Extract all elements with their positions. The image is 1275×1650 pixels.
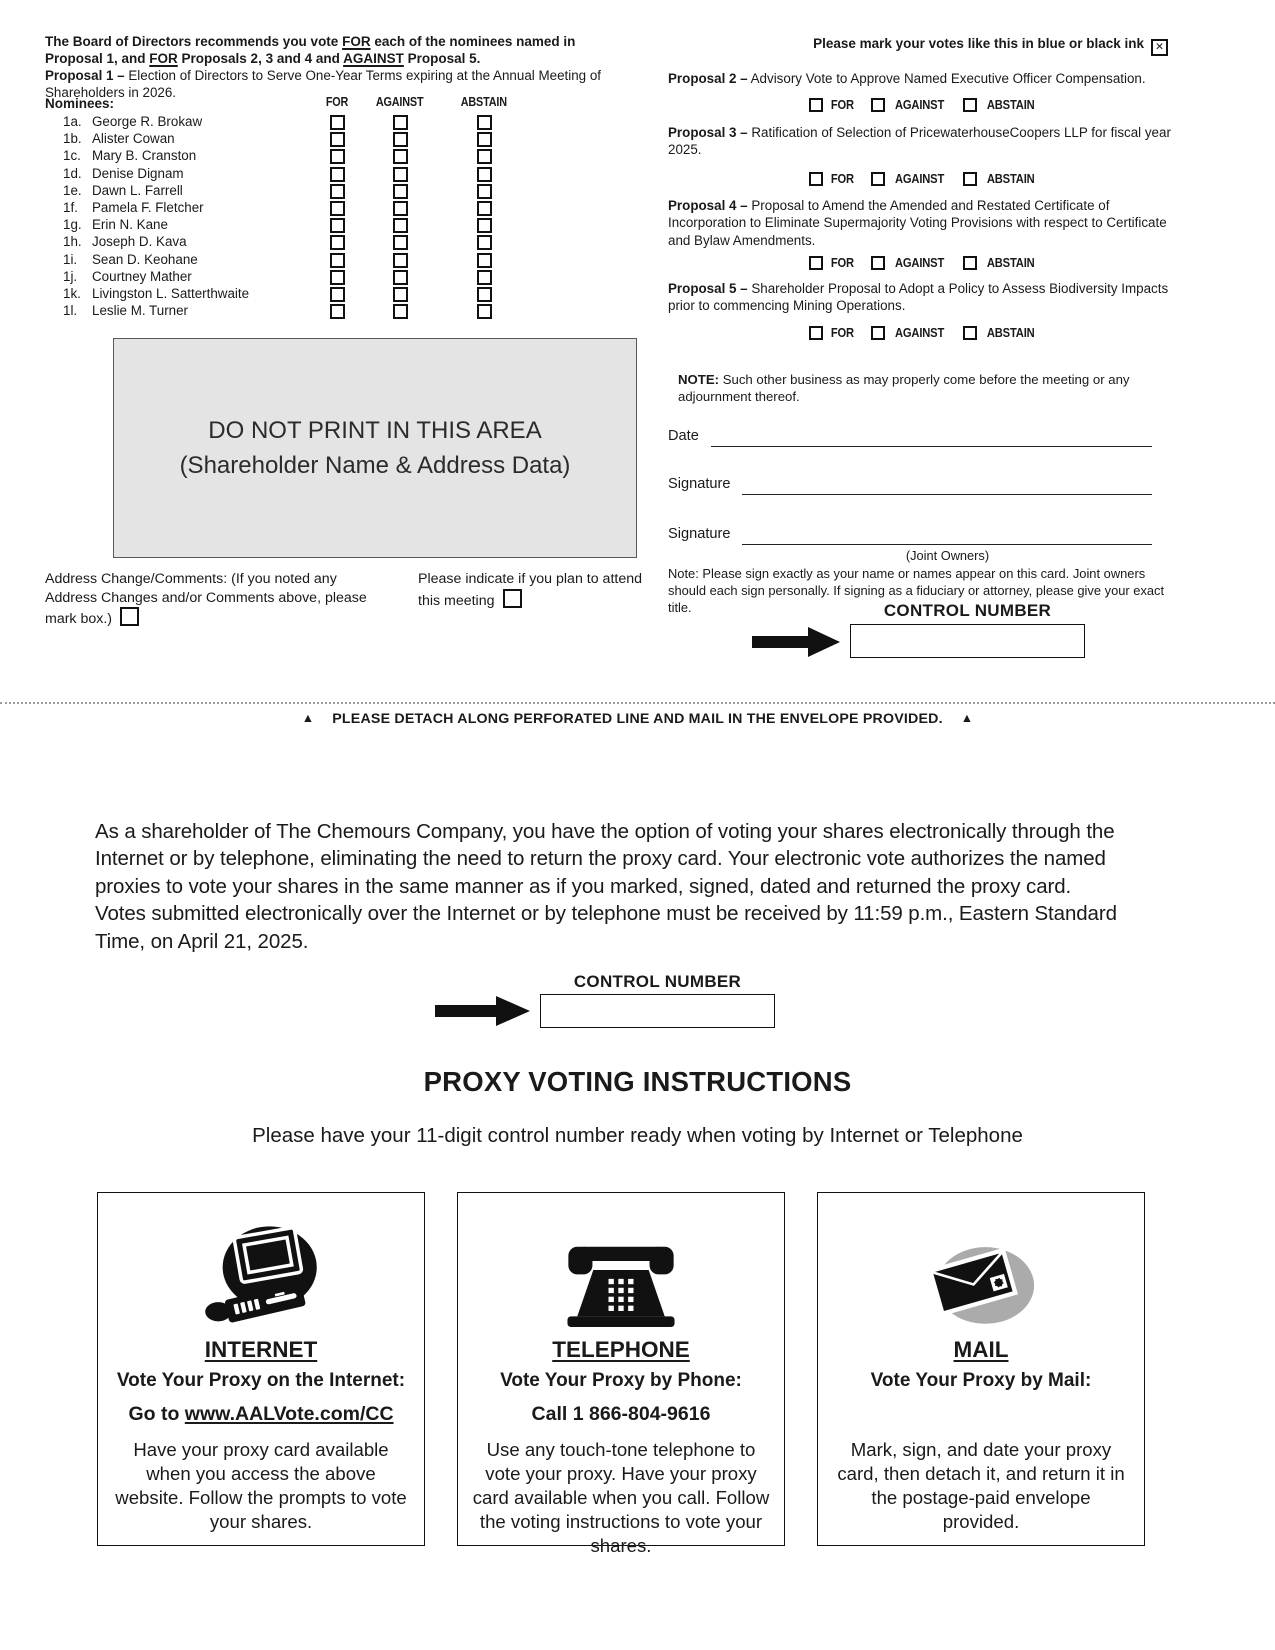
mail-subtitle: Vote Your Proxy by Mail: [870,1370,1092,1391]
sample-marked-checkbox: ✕ [1151,39,1168,56]
internet-method-box [97,1192,425,1546]
triangle-up-icon: ▲ [960,711,974,725]
proposal-2-vote-row: FOR AGAINST ABSTAIN [668,96,1180,113]
proposal-4-text: Proposal to Amend the Amended and Restated Certificate of Incorporation to Eliminate Supermajority Voting Provisions with respect to Certificate and Bylaw Amendments. [668,198,1167,248]
nominee-row [45,131,605,148]
vote-checkbox[interactable] [477,287,492,302]
vote-checkbox[interactable] [871,326,885,340]
electronic-voting-paragraph: As a shareholder of The Chemours Company, you have the option of voting your shares electronically through the Internet or by telephone, eliminating the need to return the proxy card. Your electronic vote authorizes the named proxies to vote your shares in the same manner as if you marked, signed, dated and returned the proxy card. Votes submitted electronically over the Internet or by telephone must be received by 11:59 p.m., Eastern Standard Time, on April 21, 2025. [95,819,1117,953]
proposal-2-label: Proposal 2 – [668,71,748,86]
mail-action-spacer [818,1403,1144,1430]
vote-checkbox[interactable] [809,256,823,270]
proposal-3-text: Ratification of Selection of PricewaterhouseCoopers LLP for fiscal year 2025. [668,125,1171,158]
signature-label: Signature [668,476,731,492]
internet-body: Have your proxy card available when you access the above website. Follow the prompts to vote your shares. [115,1439,407,1532]
nominee-name: Mary B. Cranston [92,148,197,164]
nominee-name: Erin N. Kane [92,217,168,233]
proposal-5-text: Shareholder Proposal to Adopt a Policy to Assess Biodiversity Impacts prior to commencing Mining Operations. [668,281,1169,314]
nominee-name: Denise Dignam [92,165,184,181]
proposal-2 [668,70,1180,87]
nominees-label: Nominees: [45,96,115,111]
column-header-abstain: ABSTAIN [460,95,508,109]
vote-checkbox[interactable] [477,304,492,319]
vote-checkbox[interactable] [330,167,345,182]
vote-checkbox[interactable] [393,218,408,233]
vote-checkbox[interactable] [330,287,345,302]
nominee-id: 1j. [63,268,78,284]
vote-checkbox[interactable] [963,256,977,270]
proposal-1-text: Election of Directors to Serve One-Year Terms expiring at the Annual Meeting of Shareholders in 2026. [45,68,601,101]
proposal-4 [668,197,1180,249]
page-title: PROXY VOTING INSTRUCTIONS [423,1066,852,1097]
do-not-print-area [113,338,637,558]
vote-checkbox[interactable] [477,253,492,268]
vote-checkbox[interactable] [477,218,492,233]
control-number-label: CONTROL NUMBER [883,601,1052,620]
do-not-print-line1: DO NOT PRINT IN THIS AREA [208,416,542,444]
attend-meeting-checkbox[interactable] [503,589,522,608]
nominee-row [45,183,605,200]
vote-checkbox[interactable] [393,184,408,199]
vote-checkbox[interactable] [330,218,345,233]
control-number-box[interactable] [850,624,1085,658]
nominee-id: 1h. [63,234,82,250]
proposal-3-vote-row: FOR AGAINST ABSTAIN [668,170,1180,187]
vote-checkbox[interactable] [963,172,977,186]
nominee-id: 1g. [63,217,82,233]
date-label: Date [668,428,699,444]
vote-checkbox[interactable] [477,115,492,130]
date-row [668,428,1152,448]
proposal-5 [668,280,1180,315]
vote-checkbox[interactable] [477,167,492,182]
vote-checkbox[interactable] [330,253,345,268]
detach-notice: ▲ PLEASE DETACH ALONG PERFORATED LINE AND MAIL IN THE ENVELOPE PROVIDED. ▲ [301,711,974,727]
internet-subtitle: Vote Your Proxy on the Internet: [116,1370,406,1391]
proposal-3 [668,124,1180,159]
proposal-5-label: Proposal 5 – [668,281,748,296]
nominee-id: 1c. [63,148,81,164]
arrow-right-icon [752,627,840,662]
mail-body: Mark, sign, and date your proxy card, then detach it, and return it in the postage-paid envelope provided. [837,1439,1125,1532]
mark-votes-instruction: Please mark your votes like this in blue or black ink ✕ [668,36,1168,56]
nominee-row [45,303,605,320]
vote-checkbox[interactable] [393,235,408,250]
nominee-row [45,114,605,131]
vote-checkbox[interactable] [963,98,977,112]
nominee-row [45,252,605,269]
nominee-name: Pamela F. Fletcher [92,199,204,215]
joint-owners-label: (Joint Owners) [905,548,990,563]
instructions-subtitle: Please have your 11-digit control number ready when voting by Internet or Telephone [252,1124,1023,1147]
vote-checkbox[interactable] [330,132,345,147]
mail-icon [818,1193,1144,1329]
nominee-list [45,114,605,320]
vote-checkbox[interactable] [330,304,345,319]
telephone-title: TELEPHONE [552,1337,690,1362]
mail-method-box [817,1192,1145,1546]
internet-action: Go to www.AALVote.com/CC [128,1403,394,1425]
recommendation-text: Proposal 5. [403,51,481,67]
signature-input-line[interactable] [742,526,1152,545]
proposal-2-text: Advisory Vote to Approve Named Executive Officer Compensation. [747,71,1146,86]
vote-checkbox[interactable] [393,270,408,285]
mail-title: MAIL [953,1337,1009,1362]
telephone-method-box [457,1192,785,1556]
perforation-line [0,702,1275,704]
address-change-note: Address Change/Comments: (If you noted any Address Changes and/or Comments above, please mark box.) [45,571,367,628]
proposal-5-vote-row: FOR AGAINST ABSTAIN [668,324,1180,341]
nominee-name: Courtney Mather [92,268,192,284]
telephone-action: Call 1 866-804-9616 [531,1403,711,1425]
recommendation-against: AGAINST [343,51,404,67]
vote-checkbox[interactable] [477,235,492,250]
recommendation-for-1: FOR [342,34,371,49]
nominee-id: 1a. [63,114,82,129]
nominee-name: Dawn L. Farrell [92,182,183,198]
signature-label: Signature [668,526,731,542]
nominee-id: 1f. [63,199,78,215]
vote-checkbox[interactable] [330,184,345,199]
vote-checkbox[interactable] [809,172,823,186]
nominee-name: Leslie M. Turner [92,303,189,319]
vote-checkbox[interactable] [477,201,492,216]
vote-checkbox[interactable] [809,98,823,112]
vote-checkbox[interactable] [477,149,492,164]
telephone-body: Use any touch-tone telephone to vote your proxy. Have your proxy card available when you call. Follow the voting instructions to vote your shares. [472,1439,770,1556]
vote-checkbox[interactable] [963,326,977,340]
do-not-print-line2: (Shareholder Name & Address Data) [179,451,571,479]
vote-checkbox[interactable] [330,270,345,285]
signature-input-line[interactable] [742,476,1152,495]
vote-checkbox[interactable] [330,115,345,130]
vote-checkbox[interactable] [477,270,492,285]
nominee-row [45,286,605,303]
proposal-3-label: Proposal 3 – [668,125,748,140]
telephone-icon [458,1193,784,1329]
vote-checkbox[interactable] [393,304,408,319]
computer-icon [98,1193,424,1329]
vote-checkbox[interactable] [871,256,885,270]
vote-checkbox[interactable] [393,115,408,130]
vote-checkbox[interactable] [330,201,345,216]
triangle-up-icon: ▲ [301,711,315,725]
nominee-id: 1d. [63,165,82,181]
nominee-row [45,217,605,234]
vote-checkbox[interactable] [330,235,345,250]
signature-row-1 [668,476,1152,496]
recommendation-text: Proposals 2, 3 and 4 and [177,51,344,67]
signature-row-2 [668,526,1152,546]
vote-checkbox[interactable] [393,201,408,216]
vote-checkbox[interactable] [330,149,345,164]
vote-checkbox[interactable] [809,326,823,340]
nominee-name: Sean D. Keohane [92,251,198,267]
recommendation-text: The Board of Directors recommends you vote [45,34,343,49]
vote-checkbox[interactable] [871,172,885,186]
nominee-row [45,200,605,217]
proposal-1-label: Proposal 1 – [45,68,125,83]
vote-checkbox[interactable] [871,98,885,112]
nominee-row [45,269,605,286]
board-recommendation [45,33,607,67]
sign-exactly-note: Note: Please sign exactly as your name or names appear on this card. Joint owners should each sign personally. If signing as a fiduciary or attorney, please give your exact title. [668,566,1165,615]
other-business-note: NOTE: Such other business as may properly come before the meeting or any adjournment thereof. [678,372,1130,405]
nominee-id: 1b. [63,131,82,147]
vote-checkbox[interactable] [393,149,408,164]
internet-title: INTERNET [204,1337,318,1362]
date-input-line[interactable] [711,428,1152,447]
column-header-for: FOR [325,95,349,109]
nominee-id: 1e. [63,182,82,198]
control-number-label: CONTROL NUMBER [573,972,742,991]
attend-meeting-note: Please indicate if you plan to attend this meeting [418,571,643,609]
vote-checkbox[interactable] [393,253,408,268]
telephone-subtitle: Vote Your Proxy by Phone: [500,1370,742,1391]
control-number-box[interactable] [540,994,775,1028]
nominee-id: 1i. [63,251,78,267]
nominee-name: Alister Cowan [92,131,175,147]
vote-checkbox[interactable] [393,287,408,302]
vote-website-link: www.AALVote.com/CC [184,1403,394,1425]
recommendation-for-2: FOR [149,51,178,67]
nominee-row [45,166,605,183]
vote-checkbox[interactable] [393,132,408,147]
recommendation-text: each of the nominees named in Proposal 1, and [45,34,576,67]
nominee-row [45,148,605,165]
column-header-against: AGAINST [376,95,424,109]
nominee-name: Livingston L. Satterthwaite [92,285,250,301]
nominee-name: George R. Brokaw [92,114,203,129]
nominee-id: 1l. [63,303,78,319]
nominee-name: Joseph D. Kava [92,234,187,250]
nominee-row [45,234,605,251]
proposal-4-label: Proposal 4 – [668,198,748,213]
address-change-checkbox[interactable] [120,607,139,626]
vote-checkbox[interactable] [393,167,408,182]
nominee-id: 1k. [63,285,81,301]
arrow-right-icon [435,996,530,1031]
proposal-4-vote-row: FOR AGAINST ABSTAIN [668,254,1180,271]
vote-checkbox[interactable] [477,184,492,199]
vote-checkbox[interactable] [477,132,492,147]
